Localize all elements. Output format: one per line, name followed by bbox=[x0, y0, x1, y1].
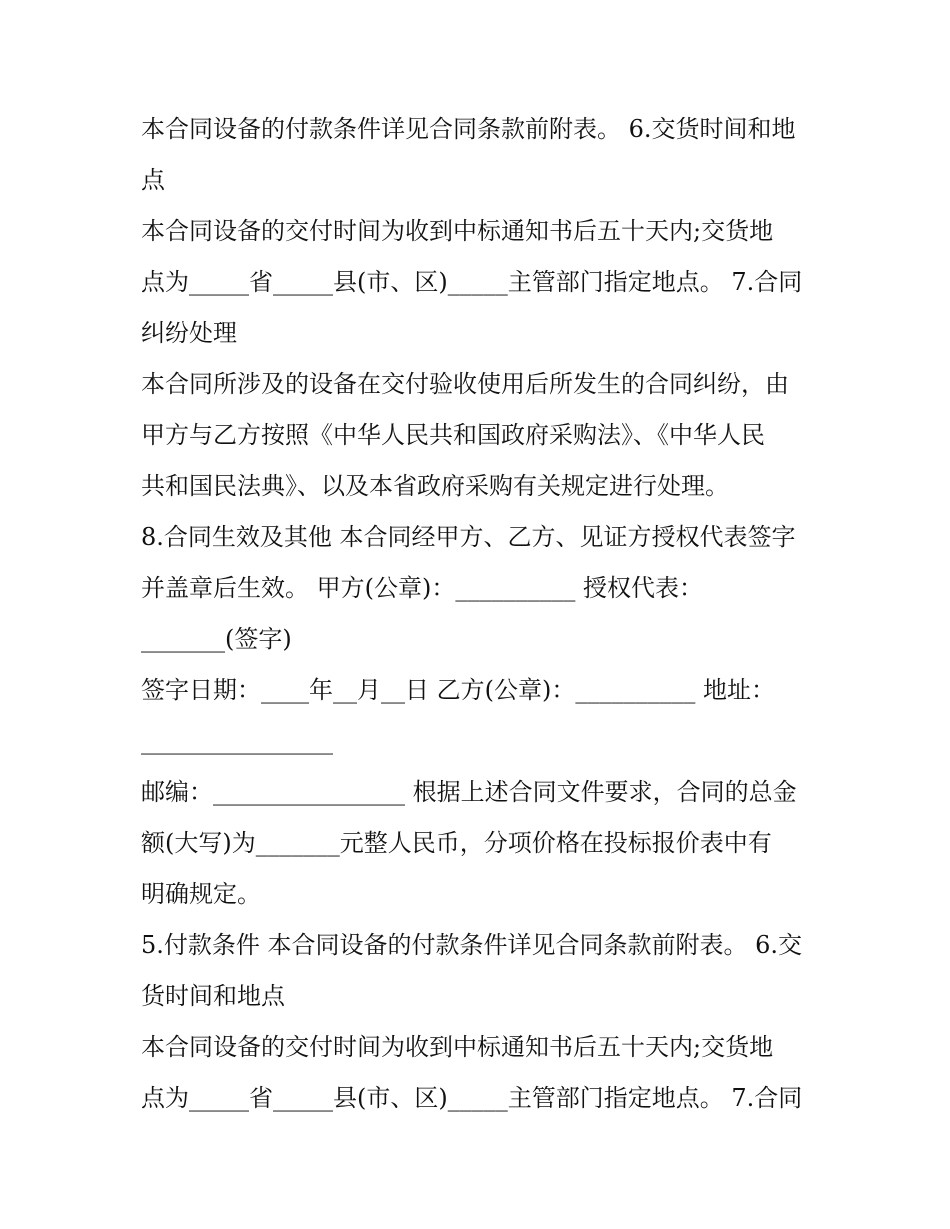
text-line: 邮编：________________ 根据上述合同文件要求，合同的总金 bbox=[141, 778, 797, 806]
text-line: 并盖章后生效。 甲方(公章)：__________ 授权代表： bbox=[141, 574, 703, 602]
text-line: 明确规定。 bbox=[141, 880, 261, 908]
text-line: 点为_____省_____县(市、区)_____主管部门指定地点。 7.合同 bbox=[141, 1084, 803, 1112]
text-line: 货时间和地点 bbox=[141, 982, 285, 1010]
text-line: _______(签字) bbox=[141, 625, 292, 653]
text-line: 纠纷处理 bbox=[141, 319, 237, 347]
text-line: 共和国民法典》、以及本省政府采购有关规定进行处理。 bbox=[141, 472, 729, 500]
text-line: 本合同所涉及的设备在交付验收使用后所发生的合同纠纷，由 bbox=[141, 370, 789, 398]
text-line: 点 bbox=[141, 166, 165, 194]
text-line: 本合同设备的交付时间为收到中标通知书后五十天内;交货地 bbox=[141, 1033, 774, 1061]
text-line: 点为_____省_____县(市、区)_____主管部门指定地点。 7.合同 bbox=[141, 268, 803, 296]
text-line: 5.付款条件 本合同设备的付款条件详见合同条款前附表。 6.交 bbox=[141, 931, 803, 959]
text-line: 甲方与乙方按照《中华人民共和国政府采购法》、《中华人民 bbox=[141, 421, 765, 449]
text-line: 8.合同生效及其他 本合同经甲方、乙方、见证方授权代表签字 bbox=[141, 523, 796, 551]
text-line: 签字日期：____年__月__日 乙方(公章)：__________ 地址： bbox=[141, 676, 775, 704]
contract-text bbox=[141, 104, 821, 1124]
text-line: 本合同设备的付款条件详见合同条款前附表。 6.交货时间和地 bbox=[141, 115, 796, 143]
text-line: 本合同设备的交付时间为收到中标通知书后五十天内;交货地 bbox=[141, 217, 774, 245]
text-line: 额(大写)为_______元整人民币，分项价格在投标报价表中有 bbox=[141, 829, 772, 857]
text-line: ________________ bbox=[141, 727, 333, 755]
